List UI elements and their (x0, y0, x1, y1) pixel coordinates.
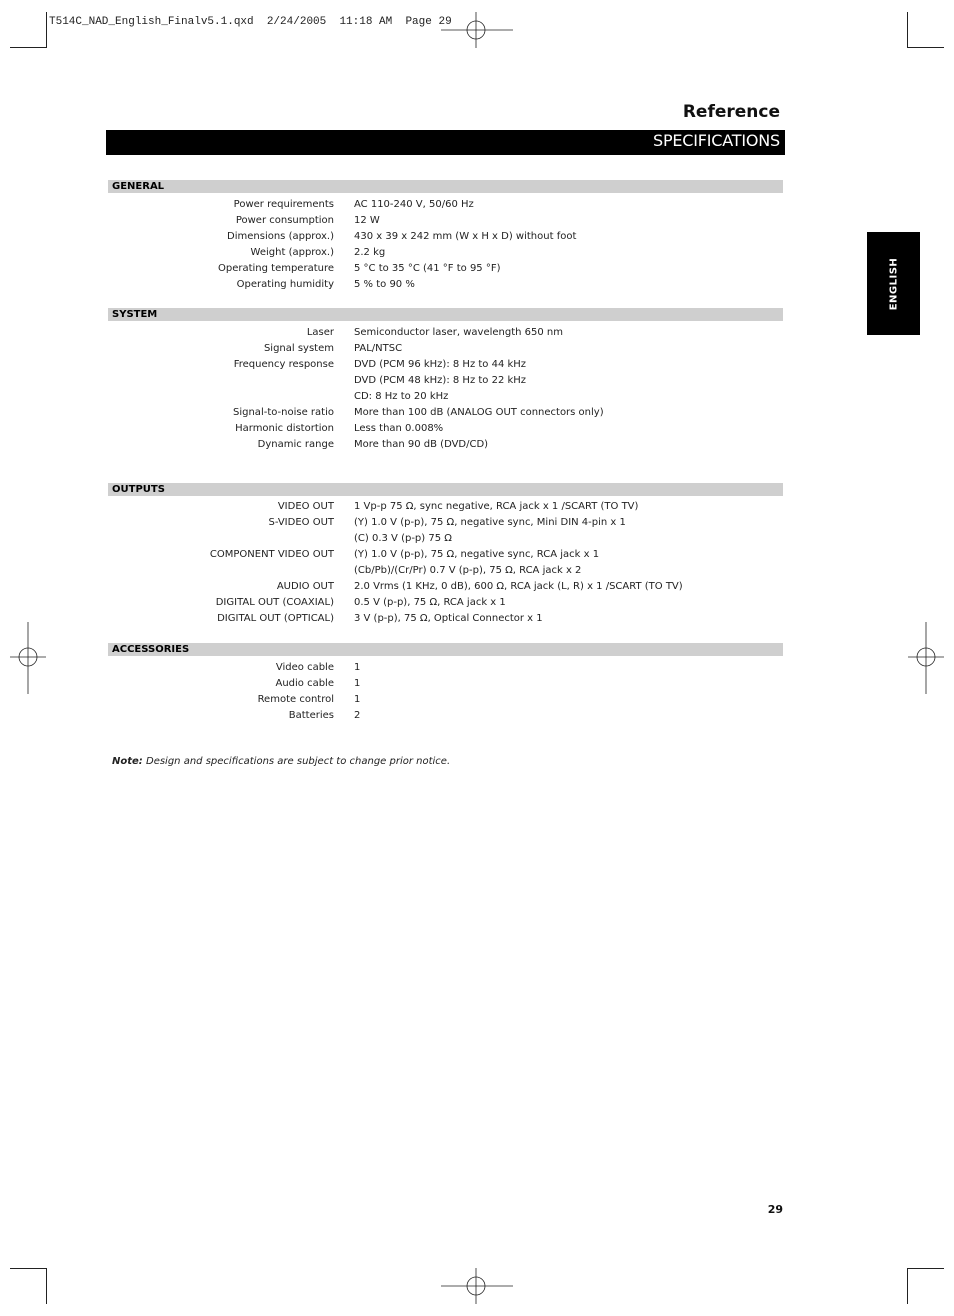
spec-row (108, 708, 783, 724)
spec-label: Signal-to-noise ratio (233, 407, 334, 418)
spec-label: Frequency response (233, 359, 334, 370)
crop-mark-br-v (907, 1268, 908, 1304)
spec-group-general (108, 180, 783, 293)
spec-row (108, 229, 783, 245)
spec-label: Video cable (275, 662, 334, 673)
spec-row (108, 499, 783, 515)
group-heading: SYSTEM (108, 308, 783, 321)
spec-group-system (108, 308, 783, 453)
spec-label: Dimensions (approx.) (227, 231, 334, 242)
spec-label: S-VIDEO OUT (268, 517, 334, 528)
spec-value: 2.2 kg (354, 247, 386, 258)
spec-row (108, 579, 783, 595)
spec-row (108, 261, 783, 277)
section-label: Reference (682, 102, 780, 122)
slug-line: T514C_NAD_English_Finalv5.1.qxd 2/24/2005 11:18 AM Page 29 (49, 16, 452, 28)
crop-mark-tl-h (10, 47, 46, 48)
spec-value: 1 Vp-p 75 Ω, sync negative, RCA jack x 1 /SCART (TO TV) (354, 501, 639, 512)
spec-value: 2 (354, 710, 361, 721)
crop-mark-tr-h (908, 47, 944, 48)
spec-row (108, 421, 783, 437)
spec-value: CD: 8 Hz to 20 kHz (354, 391, 449, 402)
spec-label: Audio cable (275, 678, 334, 689)
spec-label: COMPONENT VIDEO OUT (209, 549, 334, 560)
spec-label: Signal system (263, 343, 334, 354)
spec-value: More than 90 dB (DVD/CD) (354, 439, 489, 450)
spec-label: Remote control (257, 694, 334, 705)
page-number: 29 (767, 1203, 783, 1216)
spec-value: 430 x 39 x 242 mm (W x H x D) without foot (354, 231, 577, 242)
spec-value: 5 °C to 35 °C (41 °F to 95 °F) (354, 263, 501, 274)
spec-row (108, 277, 783, 293)
spec-row (108, 405, 783, 421)
page-title-bar (106, 130, 785, 155)
spec-row (108, 547, 783, 563)
spec-value: 1 (354, 694, 361, 705)
spec-value: DVD (PCM 48 kHz): 8 Hz to 22 kHz (354, 375, 527, 386)
spec-label: Harmonic distortion (235, 423, 334, 434)
spec-label: Laser (306, 327, 334, 338)
spec-value: (Y) 1.0 V (p-p), 75 Ω, negative sync, RCA jack x 1 (354, 549, 600, 560)
spec-value: More than 100 dB (ANALOG OUT connectors only) (354, 407, 604, 418)
spec-value: (Y) 1.0 V (p-p), 75 Ω, negative sync, Mini DIN 4-pin x 1 (354, 517, 626, 528)
spec-row (108, 373, 783, 389)
spec-value: 5 % to 90 % (354, 279, 415, 290)
spec-value: (C) 0.3 V (p-p) 75 Ω (354, 533, 452, 544)
spec-row (108, 595, 783, 611)
spec-group-accessories (108, 643, 783, 724)
spec-row (108, 197, 783, 213)
spec-row (108, 611, 783, 627)
crop-mark-br-h (908, 1268, 944, 1269)
spec-value: (Cb/Pb)/(Cr/Pr) 0.7 V (p-p), 75 Ω, RCA jack x 2 (354, 565, 582, 576)
group-heading: OUTPUTS (108, 483, 783, 496)
crop-mark-tl-v (46, 12, 47, 48)
spec-value: 1 (354, 678, 361, 689)
spec-label: Operating temperature (217, 263, 334, 274)
spec-label: Batteries (288, 710, 334, 721)
spec-group-outputs (108, 483, 783, 627)
spec-label: Weight (approx.) (250, 247, 334, 258)
registration-mark-icon (908, 622, 944, 694)
spec-label: Power requirements (233, 199, 334, 210)
footnote-text: Design and specifications are subject to change prior notice. (142, 756, 451, 767)
spec-label: DIGITAL OUT (OPTICAL) (217, 613, 334, 624)
spec-label: Dynamic range (257, 439, 334, 450)
spec-row (108, 325, 783, 341)
crop-mark-tr-v (907, 12, 908, 48)
spec-row (108, 531, 783, 547)
spec-label: DIGITAL OUT (COAXIAL) (215, 597, 334, 608)
group-heading: GENERAL (108, 180, 783, 193)
spec-row (108, 341, 783, 357)
spec-value: 2.0 Vrms (1 KHz, 0 dB), 600 Ω, RCA jack (L, R) x 1 /SCART (TO TV) (354, 581, 683, 592)
language-tab (867, 232, 920, 335)
spec-row (108, 437, 783, 453)
footnote (112, 756, 450, 767)
spec-row (108, 213, 783, 229)
spec-label: Power consumption (235, 215, 334, 226)
spec-row (108, 389, 783, 405)
page-title: SPECIFICATIONS (652, 131, 780, 150)
footnote-prefix: Note: (112, 756, 143, 767)
spec-row (108, 357, 783, 373)
spec-label: AUDIO OUT (276, 581, 334, 592)
spec-value: 1 (354, 662, 361, 673)
spec-value: 3 V (p-p), 75 Ω, Optical Connector x 1 (354, 613, 543, 624)
language-tab-label: ENGLISH (888, 257, 899, 310)
group-heading: ACCESSORIES (108, 643, 783, 656)
registration-mark-icon (10, 622, 46, 694)
spec-row (108, 245, 783, 261)
spec-row (108, 660, 783, 676)
spec-value: 0.5 V (p-p), 75 Ω, RCA jack x 1 (354, 597, 506, 608)
spec-value: AC 110-240 V, 50/60 Hz (354, 199, 474, 210)
registration-mark-icon (441, 12, 513, 48)
spec-value: Less than 0.008% (354, 423, 444, 434)
spec-row (108, 515, 783, 531)
spec-row (108, 563, 783, 579)
spec-label: Operating humidity (236, 279, 334, 290)
spec-value: Semiconductor laser, wavelength 650 nm (354, 327, 563, 338)
spec-row (108, 692, 783, 708)
crop-mark-bl-h (10, 1268, 46, 1269)
spec-row (108, 676, 783, 692)
crop-mark-bl-v (46, 1268, 47, 1304)
registration-mark-icon (441, 1268, 513, 1304)
spec-value: 12 W (354, 215, 380, 226)
spec-value: PAL/NTSC (354, 343, 403, 354)
spec-label: VIDEO OUT (277, 501, 334, 512)
spec-value: DVD (PCM 96 kHz): 8 Hz to 44 kHz (354, 359, 527, 370)
